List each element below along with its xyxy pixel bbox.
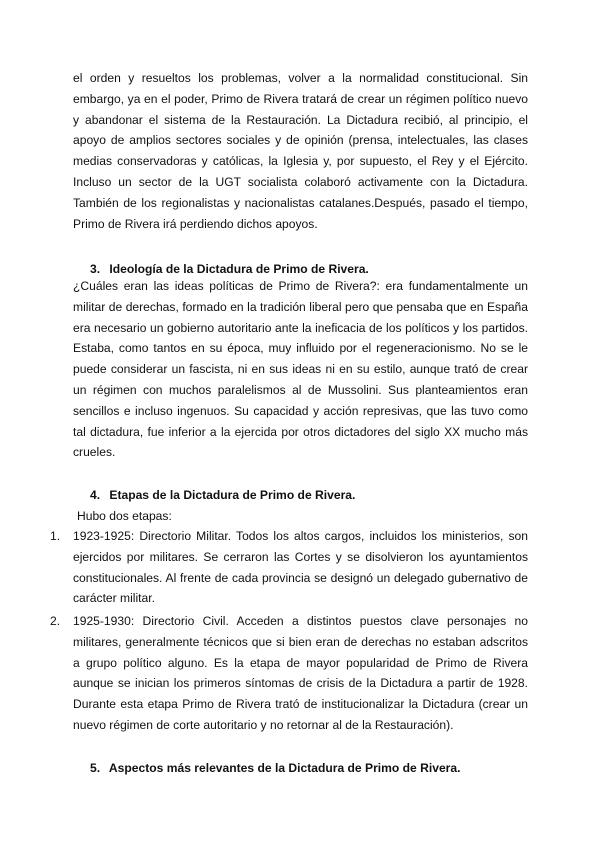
paragraph-ideologia: ¿Cuáles eran las ideas políticas de Primo de Rivera?: era fundamentalmente un militar de derechas, formado en la tradición liberal pero que pensaba que en España era necesario un gobierno autoritario ante la ineficacia de los políticos y los partidos. Estaba, como tantos en su época, muy influido por el regeneracionismo. No se le puede considerar un fascista, ni en sus ideas ni en su estilo, aunque trató de crear un régimen con muchos paralelismos al de Mussolini. Sus planteamientos eran sencillos e incluso ingenuos. Su capacidad y acción represivas, que las tuvo como tal dictadura, fue inferior a la ejercida por otros dictadores del siglo XX mucho más crueles. [73, 279, 528, 460]
section-number: 3. [90, 262, 101, 276]
section-number: 5. [90, 761, 101, 775]
section-heading-aspectos [90, 760, 460, 776]
section-heading-ideologia [90, 261, 369, 277]
stages-intro: Hubo dos etapas: [77, 509, 172, 523]
paragraph-restauracion: el orden y resueltos los problemas, volver a la normalidad constitucional. Sin embargo, ya en el poder, Primo de Rivera tratará de crear un régimen político nuevo y abandonar el sistema de la Restauración. La Dictadura recibió, al principio, el apoyo de amplios sectores sociales y de opinión (prensa, intelectuales, las clases medias conservadoras y católicas, la Iglesia y, por supuesto, el Rey y el Ejército. Incluso un sector de la UGT socialista colaboró activamente con la Dictadura. También de los regionalistas y nacionalistas catalanes.Después, pasado el tiempo, Primo de Rivera irá perdiendo dichos apoyos. [73, 71, 528, 231]
section-title: Ideología de la Dictadura de Primo de Rivera. [109, 262, 369, 276]
section-title: Aspectos más relevantes de la Dictadura de Primo de Rivera. [108, 761, 461, 775]
section-number: 4. [90, 488, 101, 502]
list-item-number: 2. [50, 614, 61, 628]
list-item-number: 1. [50, 529, 61, 543]
list-item-text: 1923-1925: Directorio Militar. Todos los altos cargos, incluidos los ministerios, son ejercidos por militares. Se cerraron las Cortes y se disolvieron los ayuntamientos constitucionales. Al frente de cada provincia se designó un delegado gubernativo de carácter militar. [73, 529, 528, 606]
list-item-text: 1925-1930: Directorio Civil. Acceden a distintos puestos clave personajes no militares, generalmente técnicos que si bien eran de derechas no estaban adscritos a grupo político alguno. Es la etapa de mayor popularidad de Primo de Rivera aunque se inician los primeros síntomas de crisis de la Dictadura a partir de 1928. Durante esta etapa Primo de Rivera trató de institucionalizar la Dictadura (crear un nuevo régimen de corte autoritario y no retornar al de la Restauración). [73, 614, 528, 732]
section-title: Etapas de la Dictadura de Primo de Rivera. [109, 488, 356, 502]
section-heading-etapas [90, 487, 355, 503]
